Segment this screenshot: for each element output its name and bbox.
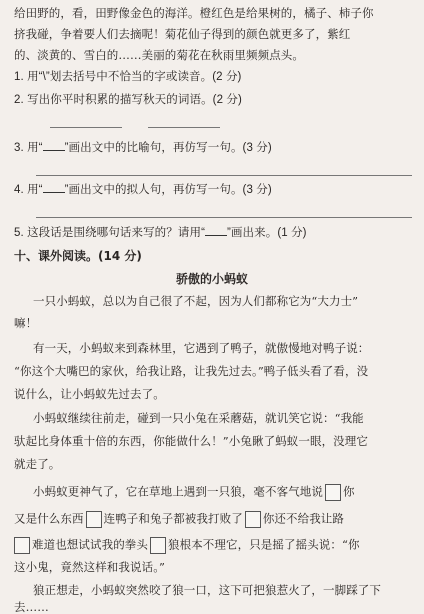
punctuation-box[interactable] bbox=[150, 537, 166, 554]
story-line bbox=[14, 537, 360, 554]
answer-blank[interactable] bbox=[148, 127, 220, 128]
answer-line[interactable] bbox=[36, 217, 412, 218]
story-line bbox=[14, 511, 344, 528]
question-2: 2. 写出你平时积累的描写秋天的词语。(2 分) bbox=[14, 94, 242, 106]
paragraph-line: 的、淡黄的、雪白的……美丽的菊花在秋雨里频频点头。 bbox=[14, 48, 304, 62]
question-4 bbox=[14, 183, 272, 197]
paragraph-line: 给田野的，看，田野像金色的海洋。橙红色是给果树的，橘子、柿子你 bbox=[14, 6, 374, 20]
punctuation-box[interactable] bbox=[245, 511, 261, 528]
story-line: 小蚂蚁继续往前走，碰到一只小兔在采蘑菇，就讥笑它说：“我能 bbox=[33, 411, 364, 425]
underline-mark bbox=[43, 141, 65, 151]
story-text: 你还不给我让路 bbox=[262, 511, 345, 526]
story-line: 去…… bbox=[14, 600, 49, 614]
paragraph-line: 挤我碰，争着要人们去摘呢！菊花仙子得到的颜色就更多了，紫红 bbox=[14, 27, 351, 41]
punctuation-box[interactable] bbox=[86, 511, 102, 528]
answer-line[interactable] bbox=[36, 175, 412, 176]
question-1: 1. 用“\”划去括号中不恰当的字或读音。(2 分) bbox=[14, 71, 242, 83]
section-heading: 十、课外阅读。(14 分) bbox=[14, 249, 142, 263]
story-line bbox=[33, 484, 355, 501]
story-title: 骄傲的小蚂蚁 bbox=[175, 272, 248, 286]
story-line: 狼正想走，小蚂蚁突然咬了狼一口，这下可把狼惹火了，一脚踩了下 bbox=[33, 583, 381, 597]
story-line: 这小鬼，竟然这样和我说话。” bbox=[14, 560, 166, 574]
story-text: 狼根本不理它，只是摇了摇头说：“你 bbox=[168, 537, 360, 552]
question-3-prefix: 3. 用“ bbox=[14, 142, 43, 154]
story-text: 你 bbox=[343, 484, 355, 499]
story-text: 小蚂蚁更神气了，它在草地上遇到一只狼，毫不客气地说 bbox=[33, 484, 323, 499]
question-3 bbox=[14, 141, 272, 155]
question-4-suffix: ”画出文中的拟人句，再仿写一句。(3 分) bbox=[64, 184, 272, 196]
punctuation-box[interactable] bbox=[14, 537, 30, 554]
story-text: 难道也想试试我的拳头 bbox=[32, 537, 148, 552]
question-3-suffix: ”画出文中的比喻句，再仿写一句。(3 分) bbox=[64, 142, 272, 154]
story-line: 嘛！ bbox=[14, 316, 38, 330]
question-5-suffix: ”画出来。(1 分) bbox=[227, 227, 307, 239]
story-text: 连鸭子和兔子都被我打败了 bbox=[103, 511, 243, 526]
question-5-prefix: 5. 这段话是围绕哪句话来写的？请用“ bbox=[14, 227, 206, 239]
story-line: 一只小蚂蚁，总以为自己很了不起，因为人们都称它为“大力士” bbox=[33, 294, 359, 308]
story-line: 驮起比身体重十倍的东西，你能做什么！”小兔瞅了蚂蚁一眼，没理它 bbox=[14, 434, 368, 448]
story-text: 又是什么东西 bbox=[14, 511, 84, 526]
story-line: 说什么，让小蚂蚁先过去了。 bbox=[14, 387, 165, 401]
question-4-prefix: 4. 用“ bbox=[14, 184, 43, 196]
story-line: 有一天，小蚂蚁来到森林里，它遇到了鸭子，就傲慢地对鸭子说： bbox=[33, 341, 370, 355]
punctuation-box[interactable] bbox=[325, 484, 341, 501]
wavy-underline-mark bbox=[43, 183, 65, 193]
question-5 bbox=[14, 226, 307, 240]
answer-blank[interactable] bbox=[50, 127, 122, 128]
story-line: 就走了。 bbox=[14, 457, 61, 471]
story-line: “你这个大嘴巴的家伙，给我让路，让我先过去。”鸭子低头看了看，没 bbox=[14, 364, 369, 378]
underline-mark bbox=[205, 226, 227, 236]
